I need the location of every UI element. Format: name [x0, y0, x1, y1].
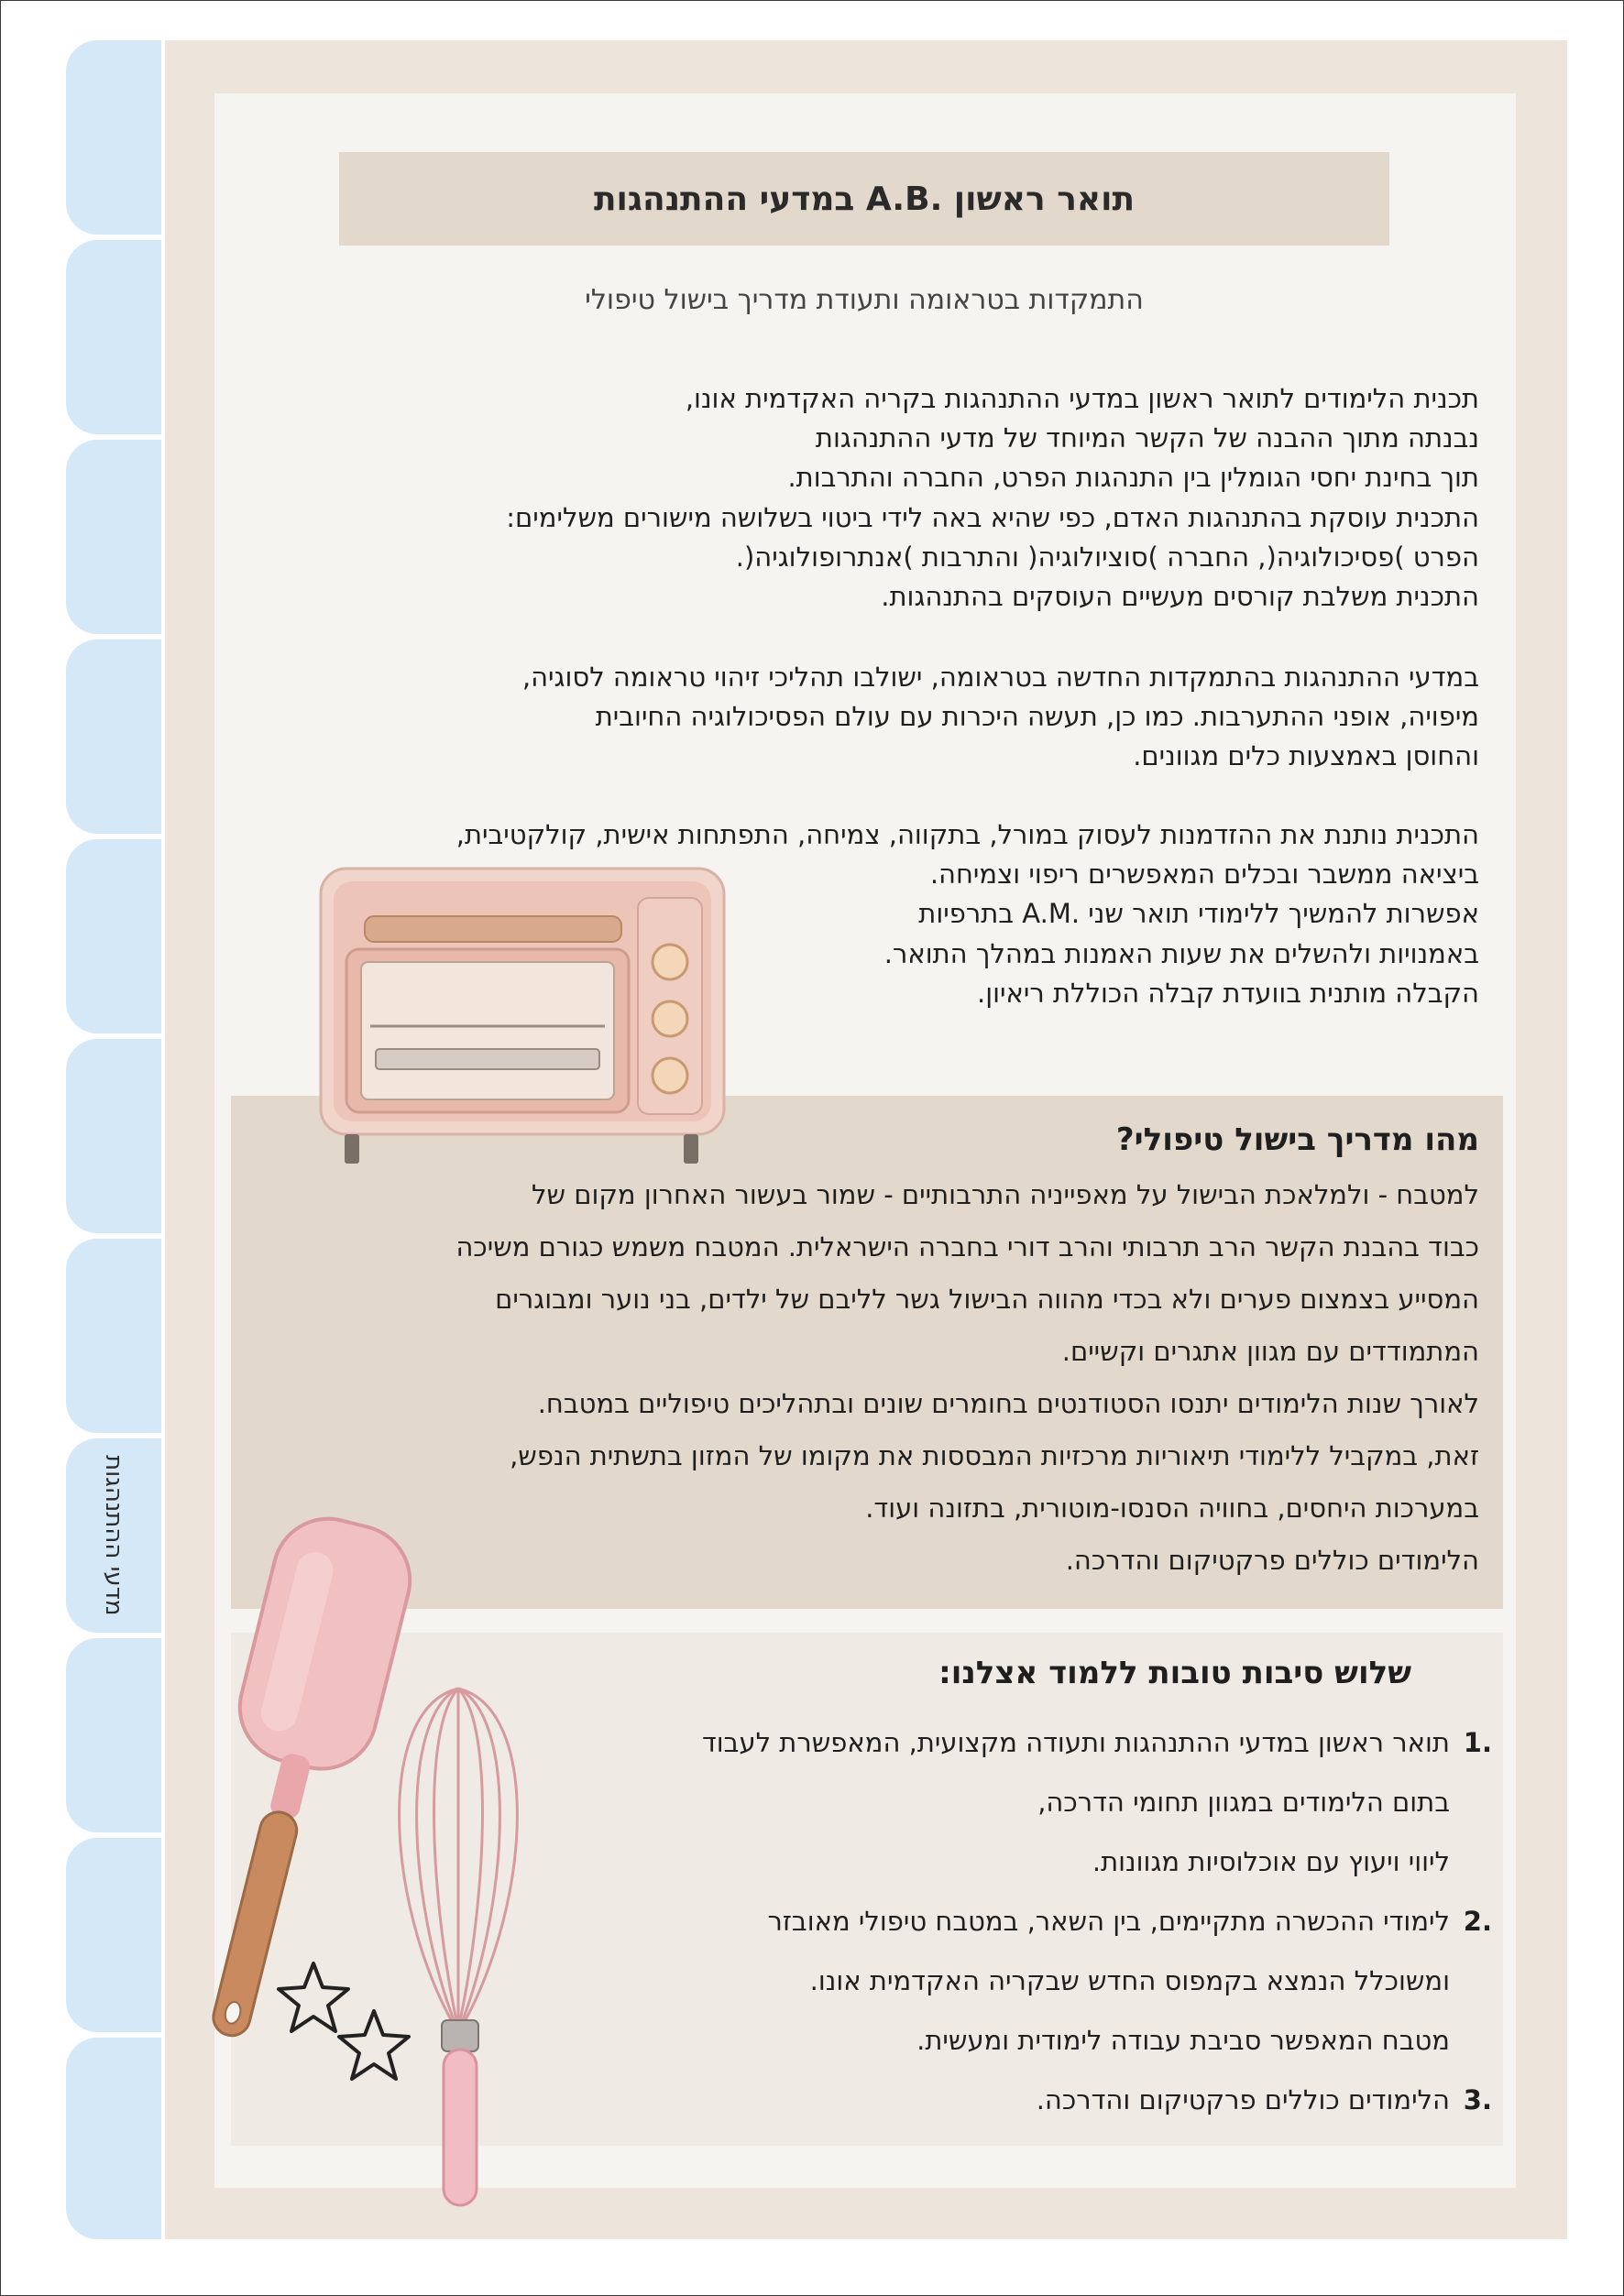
- list-item: [701, 1713, 1492, 1892]
- text-line: לימודי ההכשרה מתקיימים, בין השאר, במטבח טיפולי מאובזר: [767, 1906, 1450, 1937]
- side-tab: [66, 440, 161, 634]
- text-line: הקבלה מותנית בוועדת קבלה הכוללת ריאיון.: [977, 977, 1479, 1009]
- list-item: [702, 2071, 1492, 2130]
- text-line: אפשרות להמשיך ללימודי תואר שני .A.M בתרפיות: [918, 898, 1479, 930]
- side-tab: [66, 1039, 161, 1233]
- side-tab: [66, 2038, 161, 2239]
- text-line: המתמודדים עם מגוון אתגרים וקשיים.: [1061, 1336, 1479, 1367]
- list-item: [702, 1892, 1492, 2071]
- side-tab: [66, 240, 161, 434]
- oven-illustration: [312, 861, 733, 1168]
- list-number: .1: [1463, 1727, 1492, 1758]
- list-number: .3: [1463, 2084, 1492, 2116]
- text-line: בתום הלימודים במגוון תחומי הדרכה,: [1037, 1787, 1450, 1818]
- list-number: .2: [1463, 1906, 1492, 1937]
- whisk-illustration: [367, 1672, 550, 2222]
- text-line: תוך בחינת יחסי הגומלין בין התנהגות הפרט, החברה והתרבות.: [787, 462, 1479, 494]
- reasons-heading: שלוש סיבות טובות ללמוד אצלנו:: [938, 1655, 1411, 1691]
- text-line: ליווי ויעוץ עם אוכלוסיות מגוונות.: [1092, 1846, 1450, 1877]
- guide-heading: מהו מדריך בישול טיפולי?: [1115, 1121, 1479, 1158]
- page-subtitle: התמקדות בטראומה ותעודת מדריך בישול טיפולי: [585, 284, 1144, 316]
- text-line: למטבח - ולמלאכת הבישול על מאפייניה התרבותיים - שמור בעשור האחרון מקום של: [531, 1179, 1479, 1210]
- text-line: המסייע בצמצום פערים ולא בכדי מהווה הבישול גשר לליבם של ילדים, בני נוער ומבוגרים: [495, 1284, 1479, 1315]
- text-line: התכנית עוסקת בהתנהגות האדם, כפי שהיא באה לידי ביטוי בשלושה מישורים משלימים:: [506, 501, 1479, 533]
- text-line: התכנית נותנת את ההזדמנות לעסוק במורל, בתקווה, צמיחה, התפתחות אישית, קולקטיבית,: [455, 819, 1479, 850]
- text-line: התכנית משלבת קורסים מעשיים העוסקים בהתנהגות.: [881, 581, 1479, 613]
- text-line: זאת, במקביל ללימודי תיאוריות מרכזיות המבססות את מקומו של המזון בתשתית הנפש,: [510, 1440, 1479, 1471]
- text-line: תואר ראשון במדעי ההתנהגות ותעודה מקצועית, המאפשרת לעבוד: [701, 1727, 1450, 1758]
- text-line: תכנית הלימודים לתואר ראשון במדעי ההתנהגות בקריה האקדמית אונו,: [685, 383, 1479, 414]
- text-line: מיפויה, אופני ההתערבות. כמו כן, תעשה היכרות עם עולם הפסיכולוגיה החיובית: [595, 701, 1479, 733]
- text-line: מטבח המאפשר סביבת עבודה לימודית ומעשית.: [916, 2025, 1450, 2056]
- side-tab: [66, 1239, 161, 1433]
- text-line: במערכות היחסים, בחוויה הסנסו-מוטורית, בתזונה ועוד.: [865, 1492, 1479, 1524]
- text-line: הלימודים כוללים פרקטיקום והדרכה.: [1036, 2084, 1450, 2116]
- text-line: הפרט )פסיכולוגיה(, החברה )סוציולוגיה( והתרבות )אנתרופולוגיה(.: [735, 541, 1479, 573]
- text-line: ביציאה ממשבר ובכלים המאפשרים ריפוי וצמיחה.: [929, 858, 1479, 891]
- text-line: כבוד בהבנת הקשר הרב תרבותי והרב דורי בחברה הישראלית. המטבח משמש כגורם משיכה: [455, 1231, 1479, 1263]
- text-line: באמנויות ולהשלים את שעות האמנות במהלך התואר.: [883, 937, 1479, 969]
- reasons-list: [701, 1713, 1492, 2130]
- trauma-paragraph: [522, 658, 1479, 777]
- text-line: ומשוכלל הנמצא בקמפוס החדש שבקריה האקדמית אונו.: [809, 1965, 1450, 1996]
- page-title: תואר ראשון .A.B במדעי ההתנהגות: [593, 180, 1136, 218]
- side-tab-label: מדעי ההתנהגות: [100, 1455, 127, 1616]
- text-line: נבנתה מתוך ההבנה של הקשר המיוחד של מדעי ההתנהגות: [815, 422, 1479, 454]
- text-line: והחוסן באמצעות כלים מגוונים.: [1133, 740, 1479, 772]
- stars-doodle: [275, 1956, 422, 2094]
- text-line: הלימודים כוללים פרקטיקום והדרכה.: [1065, 1545, 1479, 1576]
- side-tab: [66, 640, 161, 834]
- intro-paragraph: [506, 379, 1479, 617]
- title-banner: [339, 152, 1389, 246]
- text-line: במדעי ההתנהגות בהתמקדות החדשה בטראומה, ישולבו תהליכי זיהוי טראומה לסוגיה,: [521, 661, 1479, 693]
- side-tab: [66, 40, 161, 235]
- text-line: לאורך שנות הלימודים יתנסו הסטודנטים בחומרים שונים ובתהליכים טיפוליים במטבח.: [537, 1388, 1479, 1419]
- guide-paragraph: [455, 1169, 1479, 1587]
- side-tab: [66, 839, 161, 1033]
